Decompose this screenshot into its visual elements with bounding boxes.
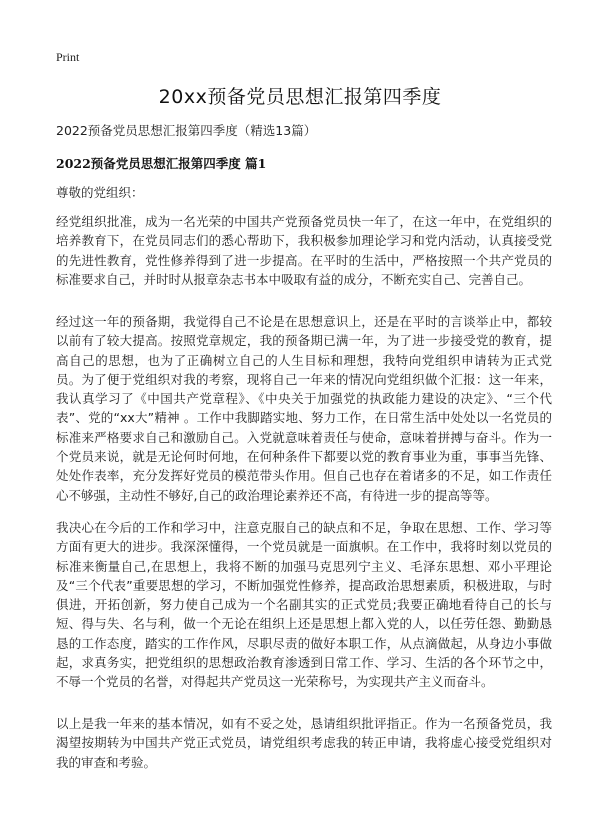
page-title: 20xx预备党员思想汇报第四季度 (158, 86, 442, 108)
section-heading: 2022预备党员思想汇报第四季度 篇1 (56, 156, 267, 171)
print-link[interactable]: Print (56, 50, 80, 64)
body-paragraph-4: 以上是我一年来的基本情况，如有不妥之处，恳请组织批评指正。作为一名预备党员，我渴望按期转为中国共产党正式党员，请党组织考虑我的转正申请，我将虚心接受党组织对我的审查和考验。 (56, 716, 552, 770)
salutation: 尊敬的党组织： (56, 185, 144, 200)
body-paragraph-1: 经党组织批准，成为一名光荣的中国共产党预备党员快一年了，在这一年中，在党组织的培养教育下，在党员同志们的悉心帮助下，我积极参加理论学习和党内活动，认真接受党的先进性教育，党性修养得到了进一步提高。在平时的生活中，严格按照一个共产党员的标准要求自己，并时时从报章杂志书本中吸取有益的成分，不断充实自己、完善自己。 (56, 214, 552, 287)
body-paragraph-2: 经过这一年的预备期，我觉得自己不论是在思想意识上，还是在平时的言谈举止中，都较以前有了较大提高。按照党章规定，我的预备期已满一年，为了进一步接受党的教育，提高自己的思想，也为了正确树立自己的人生目标和理想，我特向党组织申请转为正式党员。为了便于党组织对我的考察，现将自己一年来的情况向党组织做个汇报：这一年来，我认真学习了《中国共产党章程》、《中央关于加强党的执政能力建设的决定》、“三个代表”、党的“xx大”精神 。工作中我脚踏实地、努力工作，在日常生活中处处以一名党员的标准来严格要求自己和激励自己。入党就意味着责任与使命，意味着拼搏与奋斗。作为一个党员来说，就是无论何时何地，在何种条件下都要以党的教育事业为重，事事当先锋、处处作表率，充分发挥好党员的模范带头作用。但自己也存在着诸多的不足，如工作责任心不够强，主动性不够好,自己的政治理论素养还不高，有待进一步的提高等等。 (56, 314, 552, 503)
document-subtitle: 2022预备党员思想汇报第四季度（精选13篇） (56, 123, 317, 138)
body-paragraph-3: 我决心在今后的工作和学习中，注意克服自己的缺点和不足，争取在思想、工作、学习等方面有更大的进步。我深深懂得，一个党员就是一面旗帜。在工作中，我将时刻以党员的标准来衡量自己,在思想上，我将不断的加强马克思列宁主义、毛泽东思想、邓小平理论及“三个代表”重要思想的学习，不断加强党性修养，提高政治思想素质，积极进取，与时俱进，开拓创新，努力使自己成为一个名副其实的正式党员;我要正确地看待自己的长与短、得与失、名与利，做一个无论在组织上还是思想上都入党的人，以任劳任怨、勤勤恳恳的工作态度，踏实的工作作风，尽职尽责的做好本职工作，从点滴做起，从身边小事做起，求真务实，把党组织的思想政治教育渗透到日常工作、学习、生活的各个环节之中，不辱一个党员的名誉，对得起共产党员这一光荣称号，为实现共产主义而奋斗。 (56, 520, 552, 690)
